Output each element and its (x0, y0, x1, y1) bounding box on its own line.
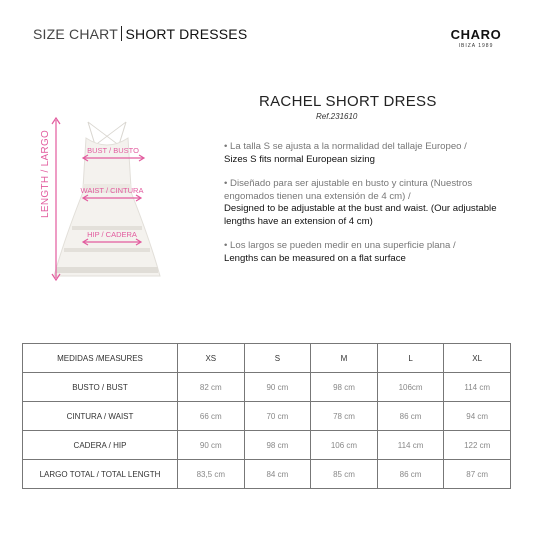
table-cell: 98 cm (244, 431, 311, 460)
fit-notes (224, 141, 524, 277)
size-chart-title: SIZE CHART (33, 26, 118, 42)
note-text-en: Sizes S fits normal European sizing (224, 153, 375, 165)
row-label: CINTURA / WAIST (23, 402, 178, 431)
waist-label: WAIST / CINTURA (80, 186, 144, 195)
brand-tagline: IBIZA 1989 (458, 43, 494, 49)
table-cell: 86 cm (377, 402, 444, 431)
length-label: LENGTH / LARGO (40, 129, 51, 218)
header-measures: MEDIDAS /MEASURES (23, 344, 178, 373)
header-size-m: M (311, 344, 378, 373)
table-row-hip (23, 431, 511, 460)
table-row-waist (23, 402, 511, 431)
table-cell: 86 cm (377, 460, 444, 489)
header-divider (121, 26, 123, 41)
table-header-row (23, 344, 511, 373)
table-cell: 85 cm (311, 460, 378, 489)
row-label: CADERA / HIP (23, 431, 178, 460)
table-cell: 90 cm (244, 373, 311, 402)
table-cell: 94 cm (444, 402, 511, 431)
category-title: SHORT DRESSES (125, 26, 248, 42)
brand-name: CHARO (450, 27, 502, 42)
note-sizing (224, 141, 524, 166)
brand-logo (446, 27, 506, 49)
header-size-xl: XL (444, 344, 511, 373)
note-text-en: Designed to be adjustable at the bust and waist. (Our adjustable lengths have an extension of 4 cm) (224, 203, 497, 227)
table-cell: 114 cm (444, 373, 511, 402)
note-measuring (224, 240, 524, 265)
note-text-es: • Diseñado para ser ajustable en busto y cintura (Nuestros engomados tienen una extensión de 4 cm) / (224, 178, 473, 202)
bust-label: BUST / BUSTO (87, 146, 139, 155)
dress-illustration (0, 100, 210, 300)
note-adjustable (224, 178, 524, 228)
note-text-es: • Los largos se pueden medir en una superficie plana / (224, 240, 456, 251)
table-row-bust (23, 373, 511, 402)
table-cell: 122 cm (444, 431, 511, 460)
row-label: LARGO TOTAL / TOTAL LENGTH (23, 460, 178, 489)
note-text-es: • La talla S se ajusta a la normalidad del tallaje Europeo / (224, 141, 467, 152)
table-cell: 98 cm (311, 373, 378, 402)
table-row-length (23, 460, 511, 489)
table-cell: 66 cm (178, 402, 245, 431)
hip-label: HIP / CADERA (87, 230, 137, 239)
product-name: RACHEL SHORT DRESS (259, 93, 437, 110)
product-ref: Ref.231610 (316, 112, 358, 121)
table-cell: 83,5 cm (178, 460, 245, 489)
table-cell: 82 cm (178, 373, 245, 402)
size-table (22, 343, 511, 489)
table-cell: 106 cm (311, 431, 378, 460)
table-cell: 84 cm (244, 460, 311, 489)
header-size-s: S (244, 344, 311, 373)
header-size-l: L (377, 344, 444, 373)
table-cell: 87 cm (444, 460, 511, 489)
table-cell: 70 cm (244, 402, 311, 431)
page-header (33, 26, 247, 42)
row-label: BUSTO / BUST (23, 373, 178, 402)
table-cell: 78 cm (311, 402, 378, 431)
table-cell: 114 cm (377, 431, 444, 460)
note-text-en: Lengths can be measured on a flat surface (224, 252, 406, 264)
table-cell: 106cm (377, 373, 444, 402)
header-size-xs: XS (178, 344, 245, 373)
table-cell: 90 cm (178, 431, 245, 460)
